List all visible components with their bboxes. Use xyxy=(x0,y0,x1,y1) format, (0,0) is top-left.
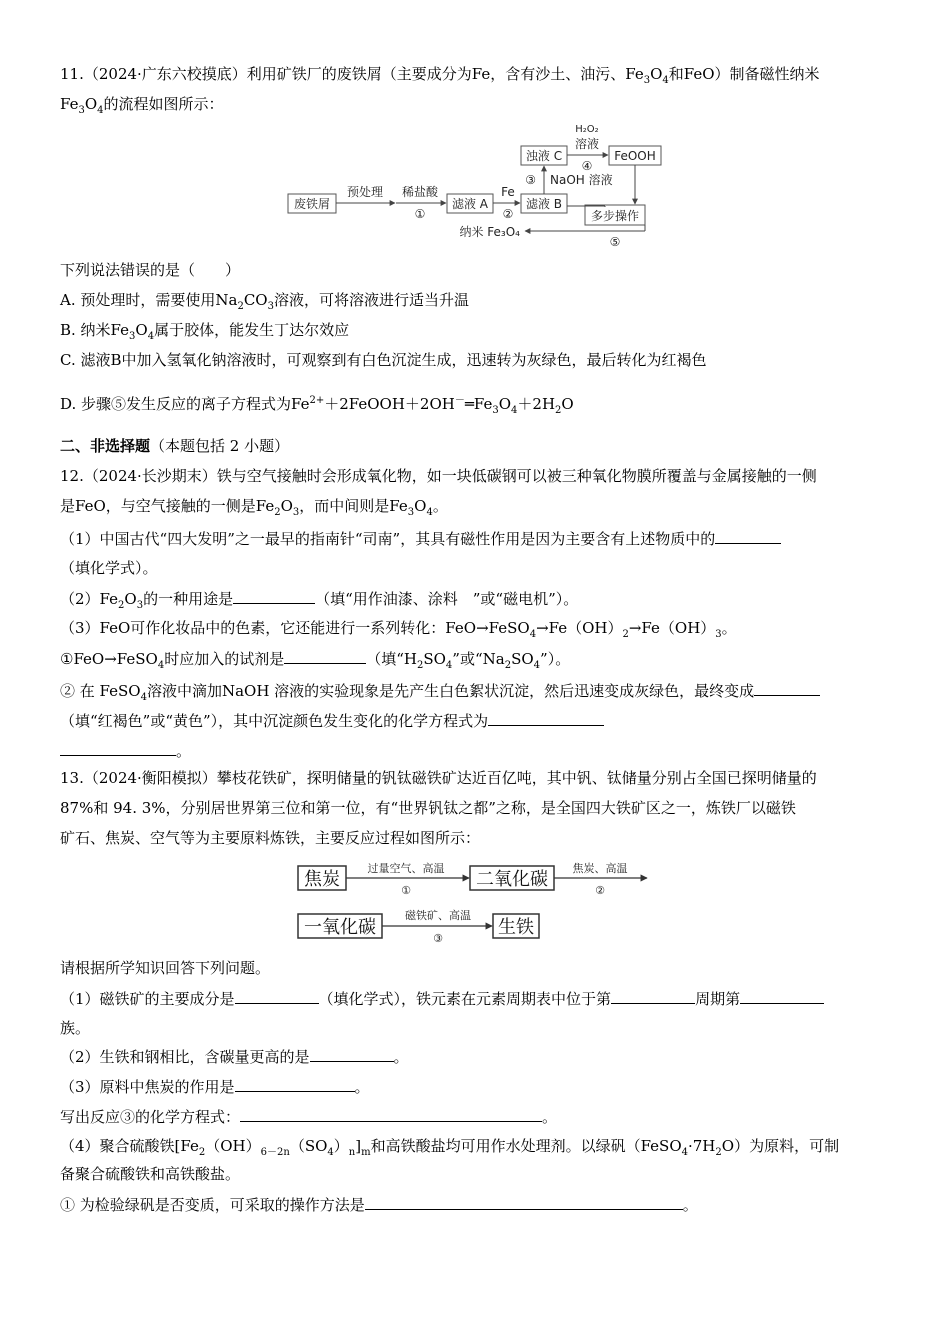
q11-line1: 11.（2024·广东六校摸底）利用矿铁厂的废铁屑（主要成分为Fe，含有沙土、油污、$Fe_3O_4$和FeO）制备磁性纳米 xyxy=(60,65,820,86)
answer-blank[interactable] xyxy=(310,1046,394,1062)
step-4-label: ④ xyxy=(581,159,593,173)
label-pretreat: 预处理 xyxy=(346,185,384,199)
answer-blank[interactable] xyxy=(715,528,781,544)
q13-line2: 87%和 94. 3%，分别居世界第三位和第一位，有“世界钒钛之都”之称，是全国四大铁矿区之一，炼铁厂以磁铁 xyxy=(60,799,796,817)
step-2-label: ② xyxy=(502,207,514,221)
answer-blank[interactable] xyxy=(235,1076,355,1092)
q12-part3-sub2: ② 在 FeSO$_4$溶液中滴加NaOH 溶液的实验现象是先产生白色絮状沉淀，然后迅速变成灰绿色，最终变成 xyxy=(60,680,900,701)
q13-line1: 13.（2024·衡阳模拟）攀枝花铁矿，探明储量的钒钛磁铁矿达近百亿吨，其中钒、钛储量分别占全国已探明储量的 xyxy=(60,769,817,787)
label-h2o2: H₂O₂ xyxy=(575,124,599,135)
answer-blank[interactable] xyxy=(235,988,319,1004)
box-feooh-label: FeOOH xyxy=(614,149,656,163)
flowchart-ironmaking xyxy=(292,856,662,950)
box-coke-label: 焦炭 xyxy=(304,869,340,890)
box-waste-iron-label: 废铁屑 xyxy=(293,197,331,211)
label-magnetite-heat: 磁铁矿、高温 xyxy=(405,909,471,922)
label-h2o2-solution: 溶液 xyxy=(574,137,600,151)
q13-part4: （4）聚合硫酸铁$[Fe_2(OH)_{6-2n}(SO_4)_n]_m$和高铁酸盐均可用作水处理剂。以绿矾$(FeSO_4\cdot 7H_2O)$为原料，可制 xyxy=(60,1137,840,1158)
answer-blank[interactable] xyxy=(611,988,695,1004)
step-5-label: ⑤ xyxy=(609,235,621,249)
step-1-label: ① xyxy=(414,207,426,221)
answer-blank[interactable] xyxy=(233,588,315,604)
label-nano-fe3o4: 纳米 Fe₃O₄ xyxy=(459,225,520,239)
step-1-label: ① xyxy=(401,884,411,897)
answer-blank[interactable] xyxy=(365,1194,683,1210)
q11-option-c: C. 滤液B中加入氢氧化钠溶液时，可观察到有白色沉淀生成，迅速转为灰绿色，最后转化为红褐色 xyxy=(60,351,707,369)
q11-option-b: B. 纳米$Fe_3O_4$属于胶体，能发生丁达尔效应 xyxy=(60,321,350,342)
label-naoh: NaOH 溶液 xyxy=(550,173,613,187)
box-co-label: 一氧化碳 xyxy=(304,917,376,938)
q11-option-a: A. 预处理时，需要使用$Na_2CO_3$溶液，可将溶液进行适当升温 xyxy=(60,291,469,312)
q12-part1-cont: （填化学式）。 xyxy=(60,559,158,577)
answer-blank[interactable] xyxy=(240,1106,542,1122)
q12-part3-sub2-end: 。 xyxy=(60,740,900,761)
q12-line1: 12.（2024·长沙期末）铁与空气接触时会形成氧化物，如一块低碳钢可以被三种氧化物膜所覆盖与金属接触的一侧 xyxy=(60,467,817,485)
q12-part1: （1）中国古代“四大发明”之一最早的指南针“司南”，其具有磁性作用是因为主要含有上述物质中的 xyxy=(60,528,900,549)
box-co2-label: 二氧化碳 xyxy=(476,869,548,890)
q13-part4-sub1: ① 为检验绿矾是否变质，可采取的操作方法是 。 xyxy=(60,1196,698,1214)
box-turbid-c-label: 浊液 C xyxy=(525,149,563,163)
q13-part3: （3）原料中焦炭的作用是 。 xyxy=(60,1078,370,1096)
box-pig-iron-label: 生铁 xyxy=(498,917,534,938)
section-2-heading: 二、非选择题（本题包括 2 小题） xyxy=(60,437,290,455)
q12-part3: （3）FeO可作化妆品中的色素，它还能进行一系列转化：$FeO\to FeSO_4\to Fe(OH)_2\to Fe(OH)_3$。 xyxy=(60,619,737,640)
label-excess-air: 过量空气、高温 xyxy=(367,862,445,875)
q13-line3: 矿石、焦炭、空气等为主要原料炼铁，主要反应过程如图所示： xyxy=(60,829,481,847)
q12-part3-sub2-cont: （填“红褐色”或“黄色”），其中沉淀颜色发生变化的化学方程式为 xyxy=(60,710,900,731)
answer-blank[interactable] xyxy=(284,648,366,664)
q13-part2: （2）生铁和钢相比，含碳量更高的是 。 xyxy=(60,1048,409,1066)
q11-line2: $Fe_3O_4$的流程如图所示： xyxy=(60,95,224,116)
q13-part1-cont: 族。 xyxy=(60,1019,91,1037)
label-coke-heat: 焦炭、高温 xyxy=(572,862,628,875)
box-filtrate-b-label: 滤液 B xyxy=(525,197,563,211)
q12-part3-sub1: ①FeO→FeSO$_4$时应加入的试剂是 （填“$H_2SO_4$”或“$Na_2SO_4$”）。 xyxy=(60,650,571,671)
step-3-label: ③ xyxy=(525,173,536,187)
q13-ask: 请根据所学知识回答下列问题。 xyxy=(60,959,271,977)
q13-part1: （1）磁铁矿的主要成分是 （填化学式），铁元素在元素周期表中位于第 周期第 xyxy=(60,988,900,1009)
q11-option-d: D. 步骤⑤发生反应的离子方程式为$Fe^{2+}+2FeOOH+2OH^-═Fe_3O_4+2H_2O$ xyxy=(60,395,574,416)
q13-part3-equation: 写出反应③的化学方程式： 。 xyxy=(60,1108,558,1126)
label-fe: Fe xyxy=(501,185,515,199)
answer-blank[interactable] xyxy=(60,740,176,756)
flowchart-iron-scrap xyxy=(280,118,680,258)
label-hcl: 稀盐酸 xyxy=(401,185,439,199)
answer-blank[interactable] xyxy=(754,680,820,696)
q12-line2: 是FeO，与空气接触的一侧是$Fe_2O_3$，而中间则是$Fe_3O_4$。 xyxy=(60,497,448,518)
step-2-label: ② xyxy=(595,884,605,897)
step-3-label: ③ xyxy=(433,932,443,945)
q12-part2: $(2)Fe_2O_3$的一种用途是 （填“用作油漆、涂料 ”或“磁电机”）。 xyxy=(60,590,579,611)
box-filtrate-a-label: 滤液 A xyxy=(451,197,489,211)
q13-part4-cont: 备聚合硫酸铁和高铁酸盐。 xyxy=(60,1165,241,1183)
answer-blank[interactable] xyxy=(488,710,604,726)
answer-blank[interactable] xyxy=(740,988,824,1004)
q11-ask: 下列说法错误的是（ ） xyxy=(60,261,241,279)
box-multistep-label: 多步操作 xyxy=(590,209,640,223)
